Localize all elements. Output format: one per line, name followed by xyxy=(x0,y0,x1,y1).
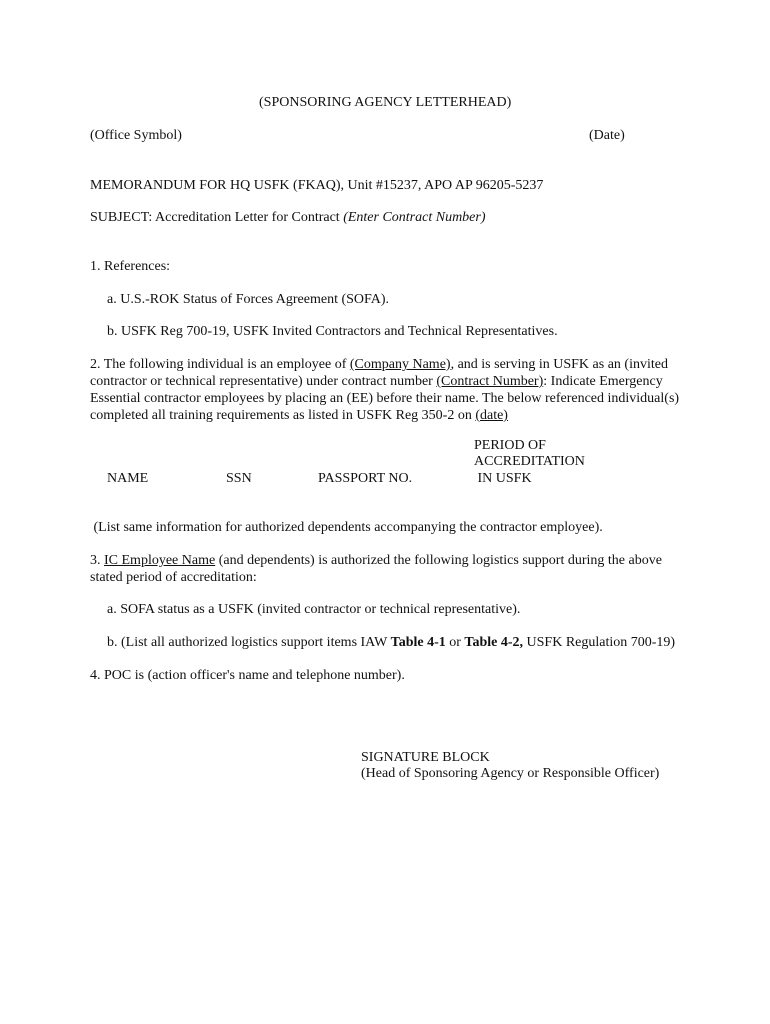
p2-text-1: 2. The following individual is an employee of xyxy=(90,357,350,372)
p3-text-1: 3. xyxy=(90,553,104,568)
paragraph-3 xyxy=(90,552,690,586)
header-ssn: SSN xyxy=(226,471,252,486)
signature-block: SIGNATURE BLOCK xyxy=(361,750,490,765)
paragraph-2 xyxy=(90,356,690,424)
ic-employee-name-field: IC Employee Name xyxy=(104,553,216,568)
signature-title: (Head of Sponsoring Agency or Responsible Officer) xyxy=(361,766,660,781)
p2-text-3: : Indicate Emergency Essential contractor employees by placing an (EE) before their name. The below referenced individual(s) completed all training requirements as listed in USFK Reg 350-2 on xyxy=(90,374,680,423)
training-date-field: (date) xyxy=(475,408,508,423)
header-name: NAME xyxy=(107,471,149,486)
reference-item-a: a. U.S.-ROK Status of Forces Agreement (SOFA). xyxy=(107,292,390,307)
header-passport: PASSPORT NO. xyxy=(318,471,413,486)
logistics-item-a: a. SOFA status as a USFK (invited contractor or technical representative). xyxy=(107,602,521,617)
subject-placeholder: (Enter Contract Number) xyxy=(343,210,486,225)
item-b-text-1: b. (List all authorized logistics support items IAW xyxy=(107,635,391,650)
memorandum-for: MEMORANDUM FOR HQ USFK (FKAQ), Unit #15237, APO AP 96205-5237 xyxy=(90,178,544,193)
logistics-item-b xyxy=(107,634,675,651)
header-period-1: PERIOD OF xyxy=(474,438,546,453)
subject-line xyxy=(90,209,486,226)
table-4-1-ref: Table 4-1 xyxy=(390,635,446,650)
letterhead: (SPONSORING AGENCY LETTERHEAD) xyxy=(259,95,512,110)
contract-number-field: (Contract Number) xyxy=(436,374,544,389)
references-heading: 1. References: xyxy=(90,259,171,274)
reference-item-b: b. USFK Reg 700-19, USFK Invited Contractors and Technical Representatives. xyxy=(107,324,558,339)
subject-label: SUBJECT: Accreditation Letter for Contract xyxy=(90,210,344,225)
table-4-2-ref: Table 4-2, xyxy=(464,635,524,650)
item-b-or: or xyxy=(445,635,465,650)
p2-text-2: , and is serving in USFK as an (invited contractor or technical representative) under contract number xyxy=(90,357,668,389)
memo-date: (Date) xyxy=(589,128,625,143)
paragraph-4: 4. POC is (action officer's name and telephone number). xyxy=(90,668,405,683)
header-period-2: ACCREDITATION xyxy=(474,454,585,469)
office-symbol: (Office Symbol) xyxy=(90,128,182,143)
header-period-3: IN USFK xyxy=(474,471,532,486)
p3-text-2: (and dependents) is authorized the following logistics support during the above stated period of accreditation: xyxy=(90,553,662,585)
dependents-note: (List same information for authorized dependents accompanying the contractor employee). xyxy=(90,520,603,535)
company-name-field: (Company Name) xyxy=(349,357,451,372)
item-b-text-2: USFK Regulation 700-19) xyxy=(523,635,676,650)
